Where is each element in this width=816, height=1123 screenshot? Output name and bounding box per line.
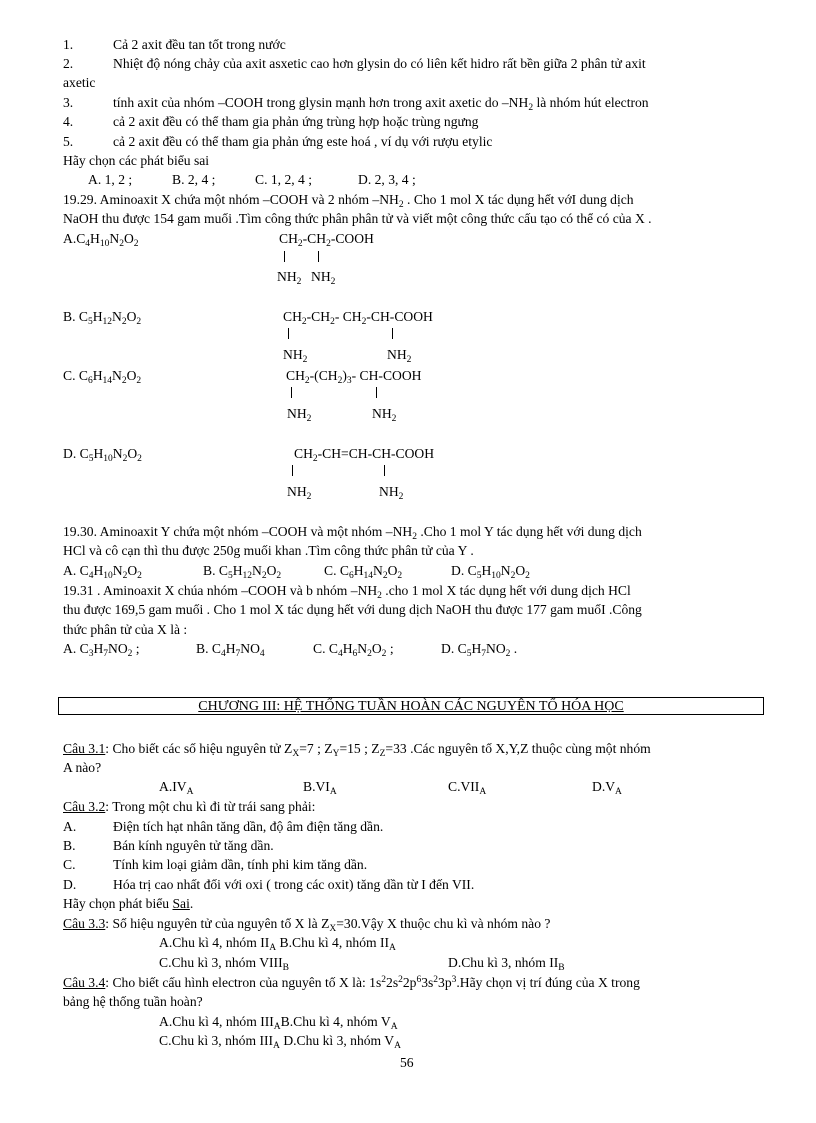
q1928-option-d: D. 2, 3, 4 ; xyxy=(358,172,416,187)
q1928-option-a: A. 1, 2 ; xyxy=(88,172,133,187)
q1931-option-c: C. $C_4H_6N_2O_2$ ; xyxy=(313,641,394,659)
q1929-option-b-nh2-1: $NH_2$ xyxy=(283,347,308,365)
q31-option-d: $D.V_A$ xyxy=(592,779,622,797)
q31-line2: A nào? xyxy=(63,760,102,775)
bond-line xyxy=(284,251,285,262)
q33-option-d: D.Chu kì 3, nhóm $II_B$ xyxy=(448,955,565,973)
q1930-option-c: C. $C_6H_{14}N_2O_2$ xyxy=(324,563,403,581)
q1930-option-b: B. $C_5H_{12}N_2O_2$ xyxy=(203,563,282,581)
q1929-option-b-chain: $CH_2-CH_2-$ $CH_2-CH$-COOH xyxy=(283,309,433,327)
q1931-line3: thức phân tử của X là : xyxy=(63,622,188,637)
bond-line xyxy=(376,387,377,398)
statement-5: 5. cả 2 axit đều có thể tham gia phản ứng este hoá , ví dụ với rượu etylic xyxy=(63,134,493,149)
q1929-line2: NaOH thu được 154 gam muối .Tìm công thức phân phân tử và viết một công thức cấu tạo có thể có của X . xyxy=(63,211,652,226)
q31-line1: Câu 3.1: Cho biết các số hiệu nguyên tử $Z_X=7$ ; $Z_Y=15$ ; $Z_Z=33$ .Các nguyên tố X,Y,Z thuộc cùng một nhóm xyxy=(63,741,651,759)
q1931-option-d: D. $C_5H_7NO_2$ . xyxy=(441,641,518,659)
q32-line1: Câu 3.2: Trong một chu kì đi từ trái sang phải: xyxy=(63,799,316,814)
statement-2-continued: axetic xyxy=(63,75,96,90)
bond-line xyxy=(291,387,292,398)
statement-3: 3. tính axit của nhóm –COOH trong glysin mạnh hơn trong axit axetic do $-NH_2$ là nhóm hút electron xyxy=(63,95,649,113)
q1929-line1: 19.29. Aminoaxit X chứa một nhóm –COOH và 2 nhóm $-NH_2$ . Cho 1 mol X tác dụng hết vớI dung dịch xyxy=(63,192,634,210)
q32-prompt: Hãy chọn phát biểu Sai. xyxy=(63,896,194,911)
q1928-option-b: B. 2, 4 ; xyxy=(172,172,216,187)
q1929-option-d-formula: D. $C_5H_{10}N_2O_2$ xyxy=(63,446,142,464)
q34-options-cd: C.Chu kì 3, nhóm $III_A$ D.Chu kì 3, nhóm $V_A$ xyxy=(159,1033,401,1051)
q1928-prompt: Hãy chọn các phát biểu sai xyxy=(63,153,210,168)
q1929-option-c-formula: C. $C_6H_{14}N_2O_2$ xyxy=(63,368,142,386)
q32-item-a: A. Điện tích hạt nhân tăng dần, độ âm điện tăng dần. xyxy=(63,819,384,834)
q1928-option-c: C. 1, 2, 4 ; xyxy=(255,172,313,187)
q1929-option-b-nh2-2: $NH_2$ xyxy=(387,347,412,365)
bond-line xyxy=(318,251,319,262)
q31-option-c: $C.VII_A$ xyxy=(448,779,487,797)
q1929-option-d-chain: $CH_2-CH=CH-CH$-COOH xyxy=(294,446,435,464)
q1930-line1: 19.30. Aminoaxit Y chứa một nhóm –COOH và một nhóm $-NH_2$ .Cho 1 mol Y tác dụng hết với dung dịch xyxy=(63,524,642,542)
q1929-option-a-formula: $A.C_4H_{10}N_2O_2$ xyxy=(63,231,139,249)
chapter-heading-box xyxy=(58,697,764,715)
q1930-option-d: D. $C_5H_{10}N_2O_2$ xyxy=(451,563,530,581)
q1931-option-a: A. $C_3H_7NO_2$ ; xyxy=(63,641,140,659)
page-number: 56 xyxy=(400,1055,414,1070)
q1929-option-c-nh2-1: $NH_2$ xyxy=(287,406,312,424)
q1931-line1: 19.31 . Aminoaxit X chúa nhóm –COOH và b nhóm $-NH_2$ .cho 1 mol X tác dụng hết với dung dịch HCl xyxy=(63,583,631,601)
q32-item-c: C. Tính kim loại giảm dần, tính phi kim tăng dần. xyxy=(63,857,368,872)
q34-line1: Câu 3.4: Cho biết cấu hình electron của nguyên tố X là: $1s^22s^22p^63s^23p^3.Hãy$ chọn vị trí đúng của X trong xyxy=(63,975,640,990)
q1929-option-c-nh2-2: $NH_2$ xyxy=(372,406,397,424)
q1929-option-a-nh2-1: $NH_2$ xyxy=(277,269,302,287)
q33-options-ab: A.Chu kì 4, nhóm $II_A$ B.Chu kì 4, nhóm $II_A$ xyxy=(159,935,396,953)
q33-line1: Câu 3.3: Số hiệu nguyên tử của nguyên tố X là $Z_X=30.Vậy$ X thuộc chu kì và nhóm nào ? xyxy=(63,916,551,934)
q1929-option-a-chain: $CH_2-CH_2$-COOH xyxy=(279,231,374,249)
statement-1: 1. Cả 2 axit đều tan tốt trong nước xyxy=(63,37,286,52)
q1931-line2: thu được 169,5 gam muối . Cho 1 mol X tác dụng hết với dung dịch NaOH thu được 177 gam muốI .Công xyxy=(63,602,642,617)
statement-4: 4. cả 2 axit đều có thể tham gia phản ứng trùng hợp hoặc trùng ngưng xyxy=(63,114,479,129)
q1929-option-d-nh2-2: $NH_2$ xyxy=(379,484,404,502)
bond-line xyxy=(292,465,293,476)
q1930-option-a: A. $C_4H_{10}N_2O_2$ xyxy=(63,563,142,581)
bond-line xyxy=(384,465,385,476)
bond-line xyxy=(288,328,289,339)
q33-option-c: C.Chu kì 3, nhóm $VIII_B$ xyxy=(159,955,289,973)
q32-item-d: D. Hóa trị cao nhất đối với oxi ( trong các oxit) tăng dần từ I đến VII. xyxy=(63,877,475,892)
statement-2: 2. Nhiệt độ nóng chảy của axit asxetic cao hơn glysin do có liên kết hidro rất bền giữa 2 phân tử axit xyxy=(63,56,646,71)
q31-option-a: $A.IV_A$ xyxy=(159,779,194,797)
q1929-option-c-chain: $CH_2-(CH_2)_3-$ CH-COOH xyxy=(286,368,422,386)
q1931-option-b: B. $C_4H_7NO_4$ xyxy=(196,641,265,659)
q34-options-ab: A.Chu kì 4, nhóm $III_AB.Chu$ kì 4, nhóm $V_A$ xyxy=(159,1014,398,1032)
q1929-option-d-nh2-1: $NH_2$ xyxy=(287,484,312,502)
q1930-line2: HCl và cô cạn thì thu được 250g muối khan .Tìm công thức phân tử của Y . xyxy=(63,543,474,558)
q1929-option-a-nh2-2: $NH_2$ xyxy=(311,269,336,287)
q1929-option-b-formula: B. $C_5H_{12}N_2O_2$ xyxy=(63,309,142,327)
q34-line2: bảng hệ thống tuần hoàn? xyxy=(63,994,203,1009)
chapter-title: CHƯƠNG III: HỆ THỐNG TUẦN HOÀN CÁC NGUYÊN TỐ HÓA HỌC xyxy=(198,699,624,714)
q32-item-b: B. Bán kính nguyên tử tăng dần. xyxy=(63,838,274,853)
bond-line xyxy=(392,328,393,339)
q31-option-b: $B.VI_A$ xyxy=(303,779,337,797)
